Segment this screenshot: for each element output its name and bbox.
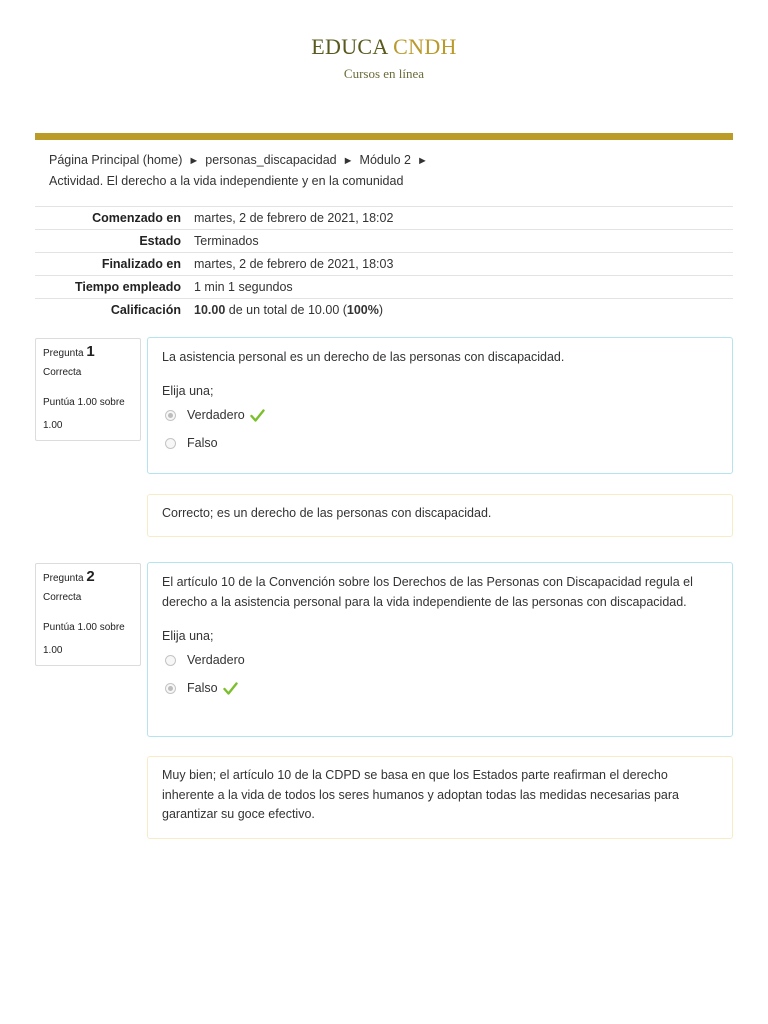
question-text: El artículo 10 de la Convención sobre los Derechos de las Personas con Discapacidad regula el derecho a la asistencia personal para la vida independiente de las personas con discapacidad. (162, 575, 693, 609)
site-title[interactable] (0, 34, 768, 60)
attempt-summary-table (35, 206, 733, 321)
site-title-educa: EDUCA (311, 34, 388, 59)
check-icon (223, 682, 238, 695)
feedback-text: Correcto; es un derecho de las personas con discapacidad. (162, 506, 492, 520)
summary-label: Comenzado en (92, 210, 181, 225)
question-2-feedback (147, 756, 733, 839)
summary-row-finished (35, 253, 733, 276)
breadcrumb-module[interactable]: Módulo 2 (359, 153, 411, 167)
answer-option-falso[interactable] (165, 674, 718, 702)
summary-value: Terminados (194, 233, 259, 248)
summary-value (188, 299, 733, 322)
radio-button-selected[interactable] (165, 683, 176, 694)
site-title-cndh: CNDH (393, 34, 457, 59)
question-state: Correcta (43, 367, 82, 378)
answer-prompt: Elija una; (162, 629, 214, 643)
answer-label: Verdadero (187, 408, 245, 422)
answer-option-verdadero[interactable] (165, 646, 718, 674)
summary-label: Finalizado en (101, 256, 181, 271)
summary-row-started (35, 207, 733, 230)
grade-end: ) (378, 302, 384, 317)
question-1-info (35, 338, 141, 441)
grade-total: de un total de 10.00 ( (225, 302, 347, 317)
question-grade: Puntúa 1.00 sobre 1.00 (43, 397, 125, 431)
feedback-text: Muy bien; el artículo 10 de la CDPD se basa en que los Estados parte reafirman el derecho inherente a la vida de todos los seres humanos y adoptan todas las medidas necesarias para garantizar su goce efectivo. (162, 768, 679, 821)
grade-percent: 100% (346, 302, 379, 317)
check-icon (250, 409, 265, 422)
question-1-content (147, 337, 733, 474)
summary-row-time (35, 276, 733, 299)
question-text: La asistencia personal es un derecho de las personas con discapacidad. (162, 350, 565, 364)
grade-score: 10.00 (194, 302, 226, 317)
triangle-right-icon: ► (416, 155, 428, 167)
summary-row-state (35, 230, 733, 253)
question-state: Correcta (43, 592, 82, 603)
question-1-feedback (147, 494, 733, 537)
summary-row-grade (35, 299, 733, 322)
question-2-content (147, 562, 733, 737)
answer-option-verdadero[interactable] (165, 401, 718, 429)
question-number: 2 (86, 568, 95, 585)
radio-button[interactable] (165, 655, 176, 666)
site-subtitle: Cursos en línea (343, 66, 425, 81)
summary-value: 1 min 1 segundos (194, 279, 293, 294)
summary-label: Estado (139, 233, 181, 248)
answer-prompt: Elija una; (162, 384, 214, 398)
question-number: 1 (86, 343, 95, 360)
breadcrumb-home[interactable]: Página Principal (home) (49, 153, 183, 167)
answer-label: Falso (187, 436, 218, 450)
question-grade: Puntúa 1.00 sobre 1.00 (43, 622, 125, 656)
question-label: Pregunta (43, 573, 84, 584)
summary-label: Calificación (110, 302, 181, 317)
radio-button[interactable] (165, 438, 176, 449)
question-2-info (35, 563, 141, 666)
triangle-right-icon: ► (342, 155, 354, 167)
answer-label: Verdadero (187, 653, 245, 667)
triangle-right-icon: ► (188, 155, 200, 167)
site-header (0, 34, 768, 82)
breadcrumb (49, 150, 719, 191)
radio-button-selected[interactable] (165, 410, 176, 421)
answer-option-falso[interactable] (165, 429, 718, 457)
answer-label: Falso (187, 681, 218, 695)
question-label: Pregunta (43, 348, 84, 359)
header-divider-bar (35, 133, 733, 140)
summary-value: martes, 2 de febrero de 2021, 18:03 (194, 256, 394, 271)
breadcrumb-course[interactable]: personas_discapacidad (205, 153, 337, 167)
breadcrumb-activity[interactable]: Actividad. El derecho a la vida independiente y en la comunidad (49, 174, 404, 188)
summary-label: Tiempo empleado (74, 279, 181, 294)
summary-value: martes, 2 de febrero de 2021, 18:02 (194, 210, 394, 225)
